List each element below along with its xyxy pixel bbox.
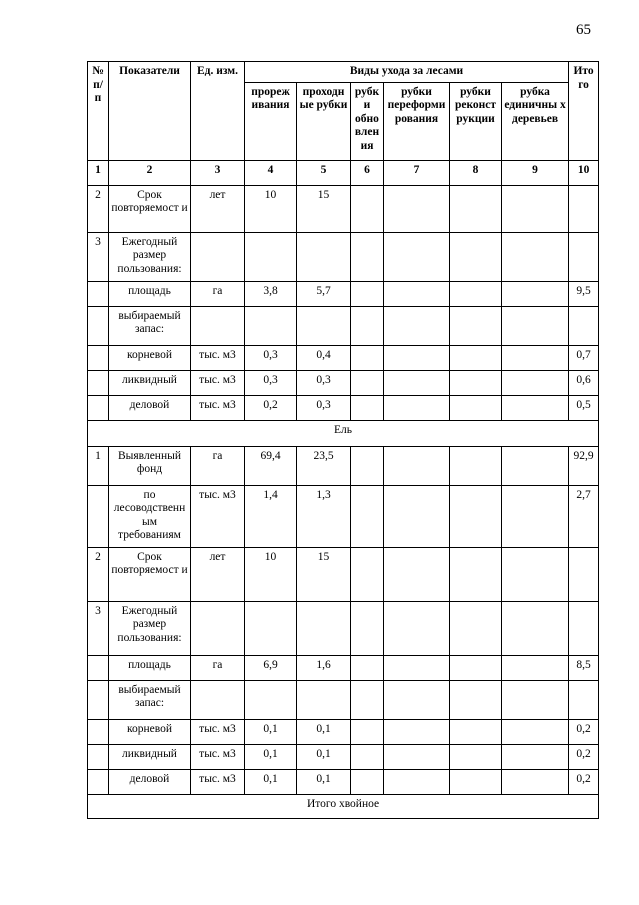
row-unit: тыс. м3: [191, 744, 245, 769]
table-row: [88, 769, 599, 794]
row-label: Выявленный фонд: [109, 446, 191, 485]
row-unit: [191, 601, 245, 655]
row-unit: га: [191, 281, 245, 306]
empty-cell: [351, 719, 384, 744]
header-group-title: Виды ухода за лесами: [245, 62, 569, 83]
empty-cell: [450, 680, 502, 719]
empty-cell: [502, 485, 569, 547]
column-number: 8: [450, 160, 502, 185]
row-label: Срок повторяемост и: [109, 547, 191, 601]
header-total: Итого: [569, 62, 599, 161]
row-unit: тыс. м3: [191, 345, 245, 370]
column-number: 9: [502, 160, 569, 185]
row-label: площадь: [109, 281, 191, 306]
value-passage-cutting: 0,3: [297, 395, 351, 420]
table-row: [88, 601, 599, 655]
row-label: ликвидный: [109, 744, 191, 769]
row-label: ликвидный: [109, 370, 191, 395]
empty-cell: [502, 601, 569, 655]
row-total: 0,7: [569, 345, 599, 370]
empty-cell: [502, 281, 569, 306]
value-thinning: 10: [245, 185, 297, 232]
row-unit: тыс. м3: [191, 769, 245, 794]
row-number: 3: [88, 232, 109, 281]
row-number: [88, 744, 109, 769]
row-number: 3: [88, 601, 109, 655]
row-unit: тыс. м3: [191, 485, 245, 547]
empty-cell: [351, 655, 384, 680]
row-unit: тыс. м3: [191, 395, 245, 420]
table-row: [88, 185, 599, 232]
value-passage-cutting: 5,7: [297, 281, 351, 306]
empty-cell: [502, 680, 569, 719]
row-unit: га: [191, 446, 245, 485]
empty-cell: [351, 601, 384, 655]
empty-cell: [384, 547, 450, 601]
empty-cell: [351, 547, 384, 601]
empty-cell: [351, 485, 384, 547]
header-subcol: проходн ые рубки: [297, 82, 351, 160]
row-number: [88, 345, 109, 370]
empty-cell: [450, 345, 502, 370]
row-number: [88, 370, 109, 395]
value-passage-cutting: [297, 601, 351, 655]
row-number: [88, 281, 109, 306]
footer-total-conifer: Итого хвойное: [88, 794, 599, 818]
column-number: 6: [351, 160, 384, 185]
row-number: 2: [88, 185, 109, 232]
empty-cell: [384, 719, 450, 744]
table-row: [88, 547, 599, 601]
empty-cell: [384, 769, 450, 794]
row-number: [88, 680, 109, 719]
forest-care-table: [87, 61, 599, 819]
row-label: Срок повторяемост и: [109, 185, 191, 232]
header-subcol: прореж ивания: [245, 82, 297, 160]
column-number: 4: [245, 160, 297, 185]
empty-cell: [384, 601, 450, 655]
empty-cell: [450, 232, 502, 281]
row-total: [569, 185, 599, 232]
empty-cell: [450, 185, 502, 232]
empty-cell: [351, 232, 384, 281]
empty-cell: [450, 719, 502, 744]
empty-cell: [450, 547, 502, 601]
row-label: корневой: [109, 345, 191, 370]
value-thinning: 3,8: [245, 281, 297, 306]
empty-cell: [351, 395, 384, 420]
value-passage-cutting: 23,5: [297, 446, 351, 485]
value-thinning: 10: [245, 547, 297, 601]
empty-cell: [384, 185, 450, 232]
value-thinning: [245, 680, 297, 719]
row-label: по лесоводственн ым требованиям: [109, 485, 191, 547]
row-unit: тыс. м3: [191, 370, 245, 395]
empty-cell: [351, 281, 384, 306]
empty-cell: [502, 547, 569, 601]
column-number: 3: [191, 160, 245, 185]
value-thinning: [245, 306, 297, 345]
value-passage-cutting: [297, 232, 351, 281]
table-row: [88, 680, 599, 719]
header-indicators: Показатели: [109, 62, 191, 161]
value-thinning: 0,1: [245, 744, 297, 769]
empty-cell: [384, 744, 450, 769]
column-number: 10: [569, 160, 599, 185]
table-row: [88, 370, 599, 395]
value-passage-cutting: 15: [297, 547, 351, 601]
empty-cell: [450, 446, 502, 485]
section-row: [88, 420, 599, 446]
header-units: Ед. изм.: [191, 62, 245, 161]
value-passage-cutting: 0,3: [297, 370, 351, 395]
value-thinning: 0,1: [245, 719, 297, 744]
column-number: 1: [88, 160, 109, 185]
table-row: [88, 446, 599, 485]
row-unit: тыс. м3: [191, 719, 245, 744]
value-passage-cutting: 0,1: [297, 719, 351, 744]
empty-cell: [502, 345, 569, 370]
row-number: 1: [88, 446, 109, 485]
table-row: [88, 485, 599, 547]
value-thinning: [245, 232, 297, 281]
row-unit: [191, 232, 245, 281]
header-subcol: рубки реконст рукции: [450, 82, 502, 160]
row-number: [88, 655, 109, 680]
empty-cell: [384, 680, 450, 719]
empty-cell: [351, 185, 384, 232]
value-thinning: [245, 601, 297, 655]
value-passage-cutting: 15: [297, 185, 351, 232]
row-total: 9,5: [569, 281, 599, 306]
empty-cell: [450, 769, 502, 794]
empty-cell: [450, 601, 502, 655]
row-label: корневой: [109, 719, 191, 744]
row-total: 92,9: [569, 446, 599, 485]
row-total: 0,5: [569, 395, 599, 420]
row-label: Ежегодный размер пользования:: [109, 601, 191, 655]
header-subcol: рубки переформи рования: [384, 82, 450, 160]
row-unit: [191, 680, 245, 719]
row-number: [88, 719, 109, 744]
row-number: [88, 769, 109, 794]
empty-cell: [450, 370, 502, 395]
row-label: выбираемый запас:: [109, 680, 191, 719]
empty-cell: [502, 769, 569, 794]
empty-cell: [502, 232, 569, 281]
empty-cell: [384, 306, 450, 345]
row-label: деловой: [109, 769, 191, 794]
value-thinning: 6,9: [245, 655, 297, 680]
empty-cell: [450, 655, 502, 680]
row-unit: га: [191, 655, 245, 680]
row-unit: лет: [191, 185, 245, 232]
header-subcol: рубк и обно влен ия: [351, 82, 384, 160]
table-row: [88, 744, 599, 769]
row-number: 2: [88, 547, 109, 601]
value-thinning: 69,4: [245, 446, 297, 485]
empty-cell: [351, 370, 384, 395]
section-title-spruce: Ель: [88, 420, 599, 446]
empty-cell: [384, 345, 450, 370]
empty-cell: [384, 395, 450, 420]
value-passage-cutting: 0,1: [297, 769, 351, 794]
row-total: [569, 680, 599, 719]
table-row: [88, 345, 599, 370]
value-passage-cutting: [297, 680, 351, 719]
value-passage-cutting: 0,4: [297, 345, 351, 370]
empty-cell: [351, 769, 384, 794]
empty-cell: [351, 306, 384, 345]
row-unit: лет: [191, 547, 245, 601]
table-row: [88, 655, 599, 680]
empty-cell: [502, 446, 569, 485]
row-total: [569, 232, 599, 281]
value-thinning: 0,1: [245, 769, 297, 794]
column-number: 2: [109, 160, 191, 185]
row-total: 0,6: [569, 370, 599, 395]
header-subcol: рубка единичны х деревьев: [502, 82, 569, 160]
table-row: [88, 281, 599, 306]
empty-cell: [384, 655, 450, 680]
empty-cell: [384, 370, 450, 395]
table-row: [88, 232, 599, 281]
column-number: 5: [297, 160, 351, 185]
row-label: Ежегодный размер пользования:: [109, 232, 191, 281]
column-number: 7: [384, 160, 450, 185]
empty-cell: [450, 485, 502, 547]
column-number-row: [88, 160, 599, 185]
value-passage-cutting: 1,6: [297, 655, 351, 680]
empty-cell: [384, 232, 450, 281]
value-passage-cutting: 1,3: [297, 485, 351, 547]
empty-cell: [502, 306, 569, 345]
empty-cell: [450, 281, 502, 306]
header-row: [88, 62, 599, 83]
row-total: 0,2: [569, 744, 599, 769]
empty-cell: [384, 281, 450, 306]
row-number: [88, 306, 109, 345]
row-total: [569, 306, 599, 345]
empty-cell: [351, 345, 384, 370]
empty-cell: [502, 655, 569, 680]
value-thinning: 0,3: [245, 345, 297, 370]
empty-cell: [450, 744, 502, 769]
row-label: выбираемый запас:: [109, 306, 191, 345]
table-row: [88, 719, 599, 744]
row-total: [569, 601, 599, 655]
row-label: деловой: [109, 395, 191, 420]
row-unit: [191, 306, 245, 345]
empty-cell: [502, 370, 569, 395]
row-label: площадь: [109, 655, 191, 680]
row-total: [569, 547, 599, 601]
value-passage-cutting: 0,1: [297, 744, 351, 769]
table-row: [88, 306, 599, 345]
value-thinning: 1,4: [245, 485, 297, 547]
empty-cell: [450, 395, 502, 420]
empty-cell: [450, 306, 502, 345]
empty-cell: [502, 395, 569, 420]
row-total: 0,2: [569, 719, 599, 744]
value-thinning: 0,2: [245, 395, 297, 420]
footer-row: [88, 794, 599, 818]
header-num: № п/п: [88, 62, 109, 161]
table-row: [88, 395, 599, 420]
empty-cell: [502, 185, 569, 232]
page-number: 65: [576, 22, 591, 38]
empty-cell: [502, 719, 569, 744]
value-passage-cutting: [297, 306, 351, 345]
row-total: 2,7: [569, 485, 599, 547]
empty-cell: [384, 485, 450, 547]
empty-cell: [351, 680, 384, 719]
empty-cell: [384, 446, 450, 485]
empty-cell: [351, 744, 384, 769]
value-thinning: 0,3: [245, 370, 297, 395]
empty-cell: [502, 744, 569, 769]
empty-cell: [351, 446, 384, 485]
row-total: 8,5: [569, 655, 599, 680]
row-total: 0,2: [569, 769, 599, 794]
row-number: [88, 395, 109, 420]
row-number: [88, 485, 109, 547]
